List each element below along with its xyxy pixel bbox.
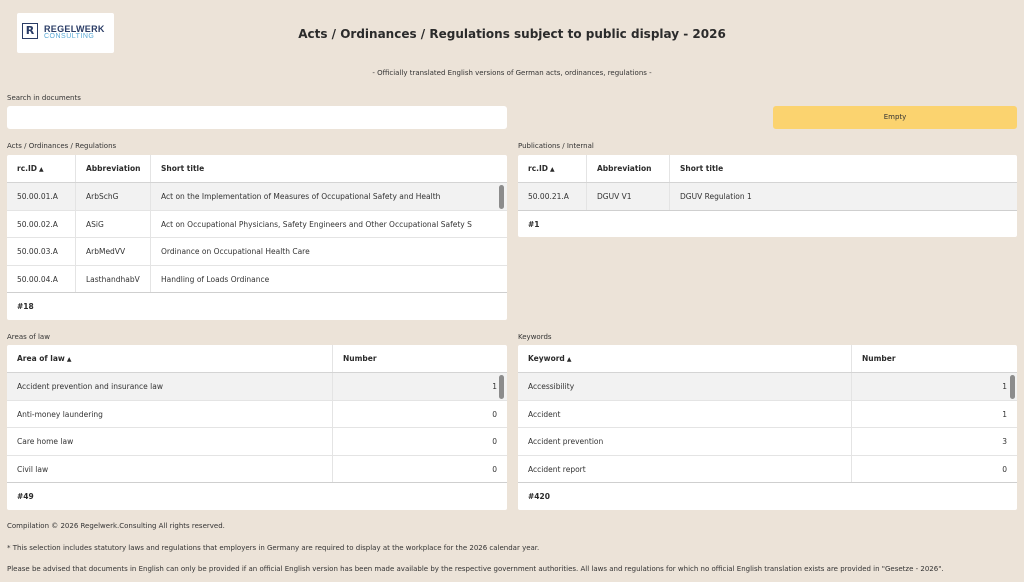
empty-button[interactable]: Empty [773,106,1017,129]
copyright-text: Compilation © 2026 Regelwerk.Consulting All rights reserved. [7,522,225,530]
cell-abbreviation: DGUV V1 [587,183,670,210]
footnote-selection: * This selection includes statutory laws and regulations that employers in Germany are required to display at the workplace for the 2026 calendar year. [7,544,540,552]
cell-number: 0 [492,464,497,474]
cell-number: 0 [492,437,497,446]
cell-number: 3 [1002,437,1007,446]
cell-short-title: DGUV Regulation 1 [680,192,752,201]
table-row[interactable] [518,183,1017,211]
publications-header [518,155,1017,183]
scrollbar-thumb[interactable] [1010,375,1015,399]
cell-number: 0 [1002,464,1007,474]
col-abbreviation-header[interactable]: Abbreviation [587,155,670,182]
table-row[interactable] [7,373,507,401]
col-number-header[interactable]: Number [862,354,896,363]
sort-asc-icon: ▲ [566,356,572,363]
table-row[interactable] [7,428,507,456]
cell-short-title: Handling of Loads Ordinance [161,274,270,284]
table-row[interactable] [7,401,507,429]
cell-keyword: Accident [518,401,852,428]
sort-asc-icon: ▲ [39,166,44,173]
search-label: Search in documents [7,94,81,102]
cell-area-of-law: Civil law [7,456,333,483]
cell-short-title: Ordinance on Occupational Health Care [161,247,310,256]
areas-label: Areas of law [7,333,50,341]
areas-header [7,345,507,373]
cell-abbreviation: ASiG [76,211,151,238]
cell-keyword: Accessibility [518,373,852,400]
table-row[interactable] [7,456,507,484]
col-rcid-header[interactable]: rc.ID ▲ [7,155,76,182]
footnote-translation: Please be advised that documents in English can only be provided if an official English version has been made available by the respective government authorities. All laws and regulations for which no official English translation exists are provided in "Gesetze - 2026". [7,565,944,573]
cell-number: 1 [1002,409,1007,419]
cell-keyword: Accident report [518,456,852,483]
row-count: #49 [17,492,34,501]
cell-short-title: Act on the Implementation of Measures of Occupational Safety and Health [161,192,441,201]
col-number-header[interactable]: Number [343,354,377,363]
sort-asc-icon: ▲ [66,356,72,363]
cell-rcid: 50.00.01.A [7,183,76,210]
table-row[interactable] [518,401,1017,429]
acts-header [7,155,507,183]
acts-label: Acts / Ordinances / Regulations [7,142,117,150]
cell-rcid: 50.00.21.A [518,183,587,210]
logo-text-top: REGELWERK [44,24,105,34]
scrollbar-thumb[interactable] [499,185,504,209]
areas-table [7,345,507,510]
cell-number: 0 [492,409,497,419]
cell-number: 1 [1002,382,1007,391]
logo-text-bottom: CONSULTING [44,33,95,40]
cell-abbreviation: ArbMedVV [76,238,151,265]
keywords-table [518,345,1017,510]
table-row[interactable] [518,373,1017,401]
col-keyword-header[interactable]: Keyword ▲ [518,345,852,372]
col-area-of-law-header[interactable]: Area of law ▲ [7,345,333,372]
logo-mark: R [22,23,38,39]
table-row[interactable] [518,456,1017,484]
keywords-label: Keywords [518,333,552,341]
col-rcid-header[interactable]: rc.ID ▲ [518,155,587,182]
publications-table [518,155,1017,237]
table-row[interactable] [518,428,1017,456]
col-short-title-header[interactable]: Short title [680,164,724,173]
cell-number: 1 [492,382,497,391]
sort-asc-icon: ▲ [550,166,555,173]
page-subtitle: - Officially translated English versions of German acts, ordinances, regulations - [372,69,652,77]
row-count: #1 [528,219,540,229]
cell-abbreviation: ArbSchG [76,183,151,210]
cell-rcid: 50.00.04.A [7,266,76,293]
table-row[interactable] [7,238,507,266]
row-count: #18 [17,302,34,311]
cell-abbreviation: LasthandhabV [76,266,151,293]
cell-area-of-law: Care home law [7,428,333,455]
keywords-header [518,345,1017,373]
publications-label: Publications / Internal [518,142,594,150]
cell-area-of-law: Accident prevention and insurance law [7,373,333,400]
row-count: #420 [528,492,550,501]
cell-rcid: 50.00.02.A [7,211,76,238]
search-input[interactable] [7,106,507,129]
cell-area-of-law: Anti-money laundering [7,401,333,428]
cell-keyword: Accident prevention [518,428,852,455]
col-abbreviation-header[interactable]: Abbreviation [76,155,151,182]
col-short-title-header[interactable]: Short title [161,164,205,173]
cell-rcid: 50.00.03.A [7,238,76,265]
table-row[interactable] [7,266,507,294]
page-title: Acts / Ordinances / Regulations subject to public display - 2026 [298,27,726,41]
scrollbar-thumb[interactable] [499,375,504,399]
table-row[interactable] [7,211,507,239]
table-row[interactable] [7,183,507,211]
acts-table [7,155,507,320]
cell-short-title: Act on Occupational Physicians, Safety Engineers and Other Occupational Safety S [161,219,472,229]
